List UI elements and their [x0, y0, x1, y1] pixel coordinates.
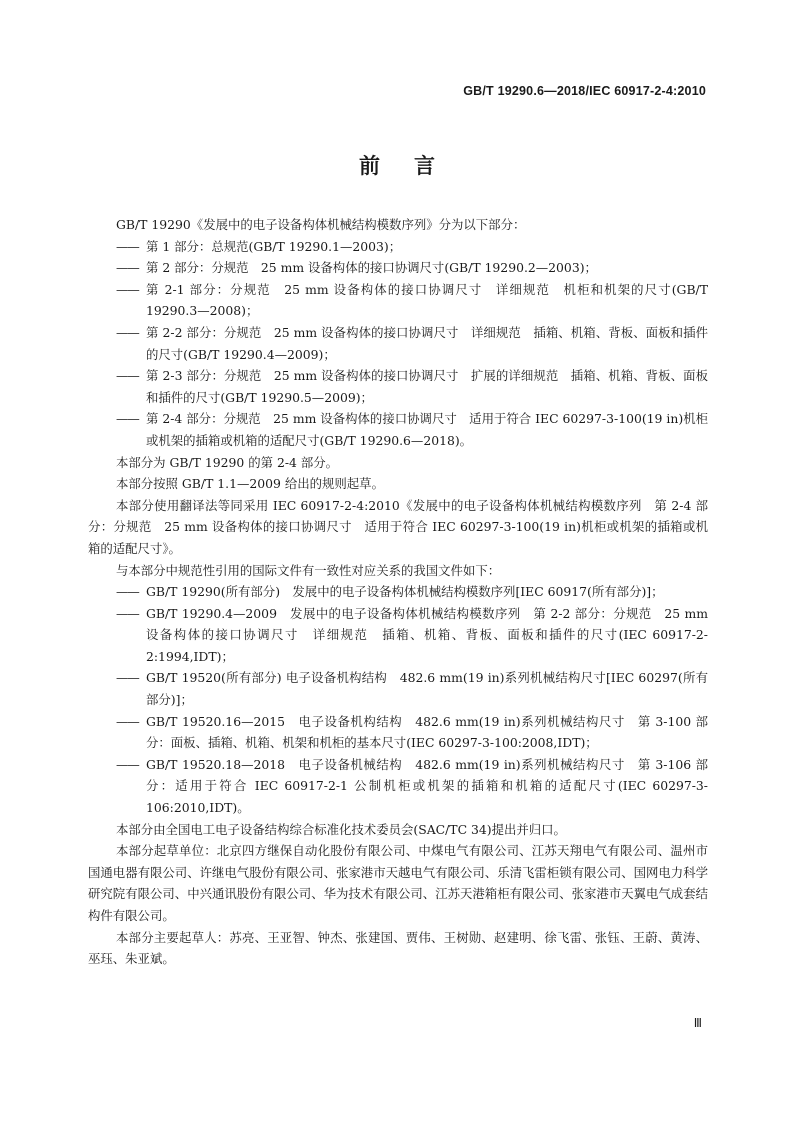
page-title: 前言	[359, 154, 469, 178]
list-item: —— 第 2-2 部分：分规范 25 mm 设备构体的接口协调尺寸 详细规范 插箱、机箱、背板、面板和插件的尺寸(GB/T 19290.4—2009)；	[88, 322, 708, 365]
rules-paragraph: 本部分按照 GB/T 1.1—2009 给出的规则起草。	[116, 476, 384, 492]
drafting-units-paragraph: 本部分起草单位：北京四方继保自动化股份有限公司、中煤电气有限公司、江苏天翔电气有限公司、温州市国通电器有限公司、许继电气股份有限公司、张家港市天越电气有限公司、乐清飞雷柜锁有限公司、国网电力科学研究院有限公司、中兴通讯股份有限公司、华为技术有限公司、江苏天港箱柜有限公司、张家港市天翼电气成套结构件有限公司。	[88, 843, 708, 923]
list-item: —— 第 2-4 部分：分规范 25 mm 设备构体的接口协调尺寸 适用于符合 IEC 60297-3-100(19 in)机柜或机架的插箱或机箱的适配尺寸(GB/T 19290.6—2018)。	[88, 408, 708, 451]
list-item: —— GB/T 19290(所有部分) 发展中的电子设备构体机械结构模数序列[IEC 60917(所有部分)]；	[88, 581, 708, 603]
dash-marker: ——	[116, 411, 139, 427]
list-item: —— 第 2 部分：分规范 25 mm 设备构体的接口协调尺寸(GB/T 19290.2—2003)；	[88, 257, 708, 279]
list-item: —— GB/T 19520.18—2018 电子设备机械结构 482.6 mm(19 in)系列机械结构尺寸 第 3-106 部分：适用于符合 IEC 60917-2-1 公制机柜或机架的插箱和机箱的适配尺寸(IEC 60297-3-106:2010,IDT)。	[88, 754, 708, 819]
references-list	[88, 581, 708, 819]
parts-list	[88, 236, 708, 452]
dash-marker: ——	[116, 756, 139, 772]
list-item: —— 第 1 部分：总规范(GB/T 19290.1—2003)；	[88, 236, 708, 258]
refs-intro-paragraph: 与本部分中规范性引用的国际文件有一致性对应关系的我国文件如下：	[116, 562, 501, 578]
list-item: —— GB/T 19520(所有部分) 电子设备机构结构 482.6 mm(19 in)系列机械结构尺寸[IEC 60297(所有部分)]；	[88, 667, 708, 710]
standard-code: GB/T 19290.6—2018/IEC 60917-2-4:2010	[463, 84, 706, 98]
dash-marker: ——	[116, 670, 139, 686]
dash-marker: ——	[116, 260, 139, 276]
translation-paragraph: 本部分使用翻译法等同采用 IEC 60917-2-4:2010《发展中的电子设备构体机械结构模数序列 第 2-4 部分：分规范 25 mm 设备构体的接口协调尺寸 适用于符合 IEC 60297-3-100(19 in)机柜或机架的插箱或机箱的适配尺寸》。	[88, 497, 708, 556]
dash-marker: ——	[116, 238, 139, 254]
dash-marker: ——	[116, 605, 139, 621]
dash-marker: ——	[116, 584, 139, 600]
dash-marker: ——	[116, 713, 139, 729]
list-item: —— GB/T 19290.4—2009 发展中的电子设备构体机械结构模数序列 第 2-2 部分：分规范 25 mm 设备构体的接口协调尺寸 详细规范 插箱、机箱、背板、面板和插件的尺寸(IEC 60917-2-2:1994,IDT)；	[88, 603, 708, 668]
page-number: Ⅲ	[693, 1016, 702, 1030]
this-part-paragraph: 本部分为 GB/T 19290 的第 2-4 部分。	[116, 454, 339, 470]
dash-marker: ——	[116, 368, 139, 384]
list-item: —— GB/T 19520.16—2015 电子设备机构结构 482.6 mm(19 in)系列机械结构尺寸 第 3-100 部分：面板、插箱、机箱、机架和机柜的基本尺寸(IEC 60297-3-100:2008,IDT)；	[88, 711, 708, 754]
intro-paragraph: GB/T 19290《发展中的电子设备构体机械结构模数序列》分为以下部分：	[116, 217, 526, 232]
document-body	[88, 214, 708, 970]
list-item: —— 第 2-1 部分：分规范 25 mm 设备构体的接口协调尺寸 详细规范 机柜和机架的尺寸(GB/T 19290.3—2008)；	[88, 279, 708, 322]
dash-marker: ——	[116, 324, 139, 340]
dash-marker: ——	[116, 281, 139, 297]
list-item: —— 第 2-3 部分：分规范 25 mm 设备构体的接口协调尺寸 扩展的详细规范 插箱、机箱、背板、面板和插件的尺寸(GB/T 19290.5—2009)；	[88, 365, 708, 408]
proposed-paragraph: 本部分由全国电工电子设备结构综合标准化技术委员会(SAC/TC 34)提出并归口。	[116, 821, 566, 837]
drafters-paragraph: 本部分主要起草人：苏亮、王亚智、钟杰、张建国、贾伟、王树勋、赵建明、徐飞雷、张钰、王蔚、黄涛、巫珏、朱亚斌。	[88, 929, 708, 967]
